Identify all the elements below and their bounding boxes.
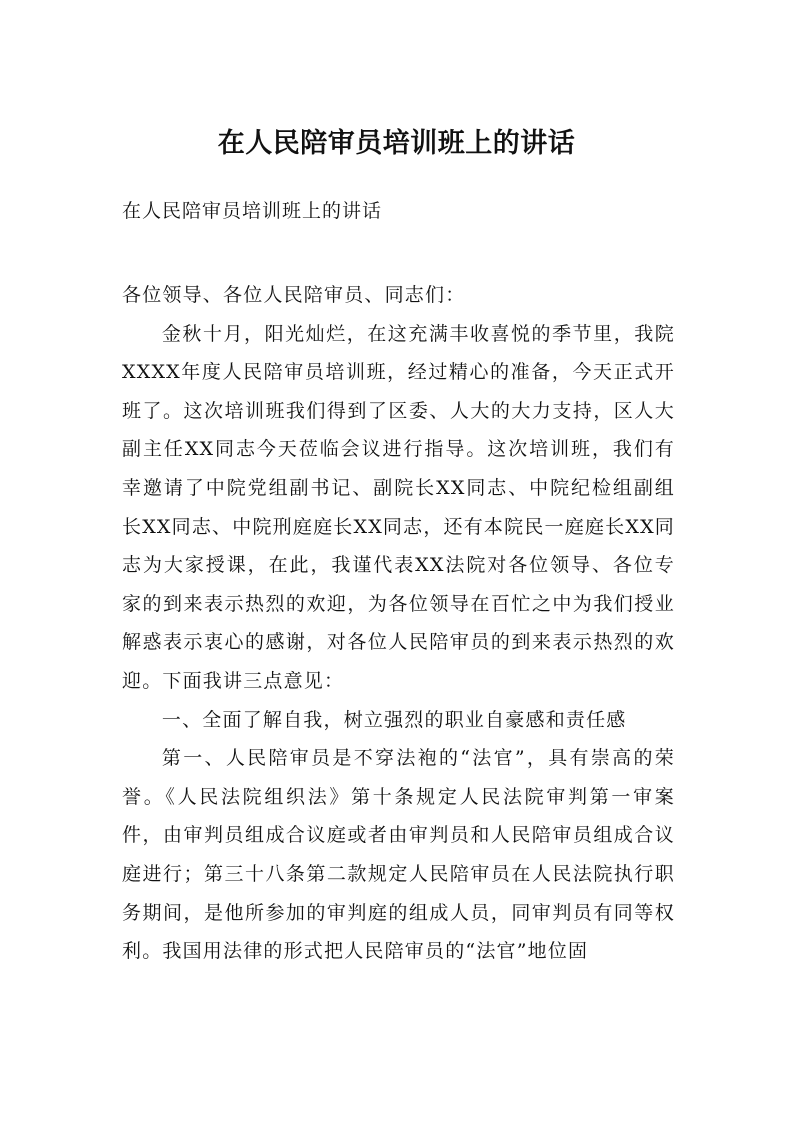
document-title: 在人民陪审员培训班上的讲话	[217, 128, 576, 159]
document-subtitle: 在人民陪审员培训班上的讲话	[122, 200, 383, 222]
paragraph-opening: 金秋十月，阳光灿烂，在这充满丰收喜悦的季节里，我院XXXX年度人民陪审员培训班，经过精心的准备，今天正式开班了。这次培训班我们得到了区委、人大的大力支持，区人大副主任XX同志今天莅临会议进行指导。这次培训班，我们有幸邀请了中院党组副书记、副院长XX同志、中院纪检组副组长XX同志、中院刑庭庭长XX同志，还有本院民一庭庭长XX同志为大家授课，在此，我谨代表XX法院对各位领导、各位专家的到来表示热烈的欢迎，为各位领导在百忙之中为我们授业解惑表示衷心的感谢，对各位人民陪审员的到来表示热烈的欢迎。下面我讲三点意见：	[122, 322, 675, 692]
salutation: 各位领导、各位人民陪审员、同志们：	[122, 284, 466, 306]
document-body	[122, 276, 675, 971]
section-heading-1: 一、全面了解自我，树立强烈的职业自豪感和责任感	[161, 708, 627, 731]
paragraph-point-1: 第一、人民陪审员是不穿法袍的“法官”，具有崇高的荣誉。《人民法院组织法》第十条规定人民法院审判第一审案件，由审判员组成合议庭或者由审判员和人民陪审员组成合议庭进行；第三十八条第二款规定人民陪审员在人民法院执行职务期间，是他所参加的审判庭的组成人员，同审判员有同等权利。我国用法律的形式把人民陪审员的“法官”地位固	[122, 747, 675, 963]
